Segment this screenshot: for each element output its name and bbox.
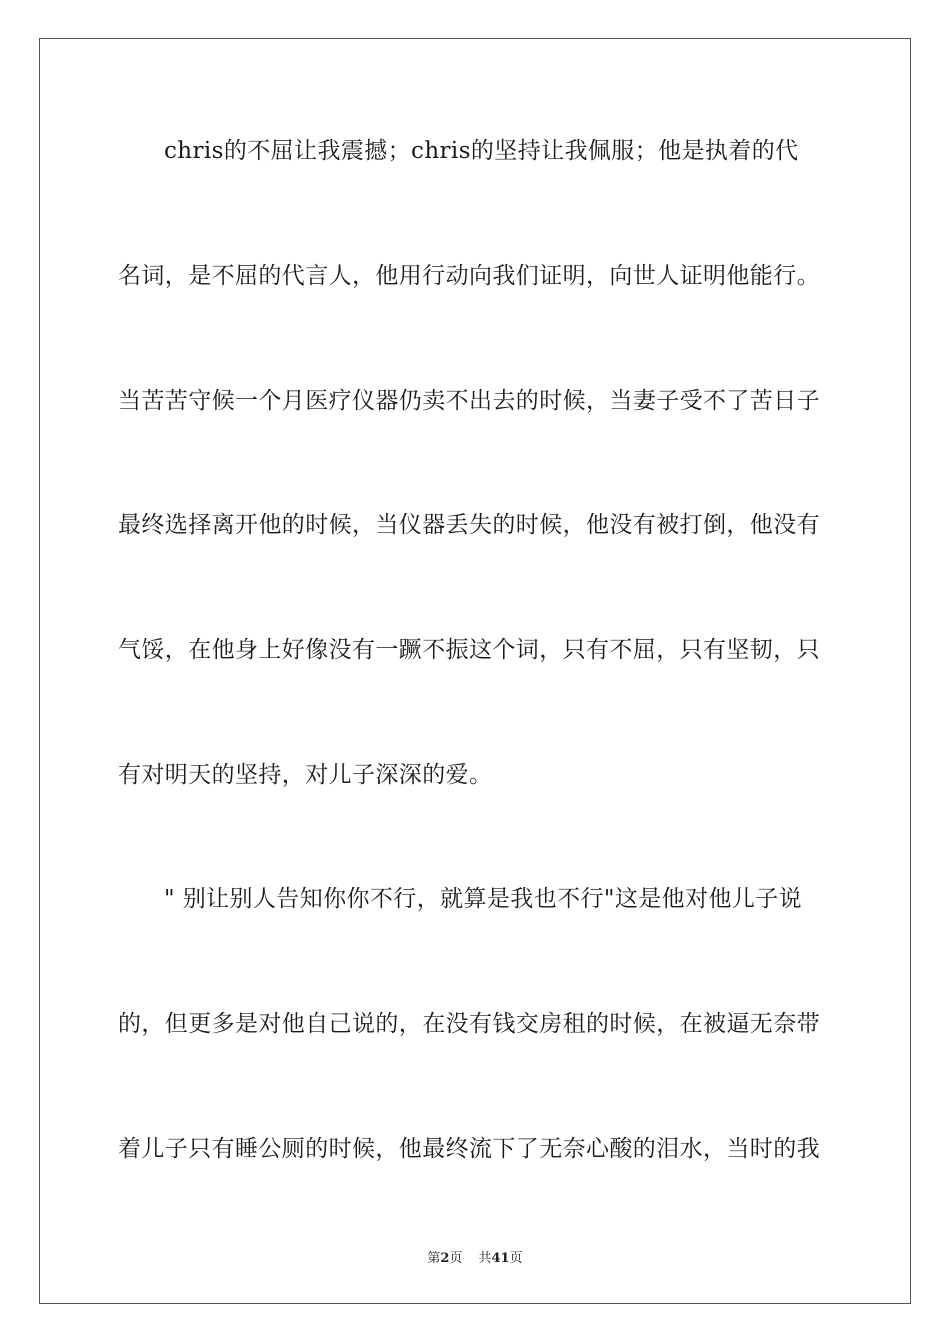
total-pages: 41 bbox=[491, 1251, 510, 1266]
text-line: 最终选择离开他的时候，当仪器丢失的时候，他没有被打倒，他没有 bbox=[118, 512, 820, 538]
page-suffix: 页 bbox=[449, 1251, 463, 1266]
text-line: 当苦苦守候一个月医疗仪器仍卖不出去的时候，当妻子受不了苦日子 bbox=[118, 388, 820, 414]
text-line: 气馁，在他身上好像没有一蹶不振这个词，只有不屈，只有坚韧，只 bbox=[118, 637, 820, 663]
page-prefix: 第 bbox=[427, 1251, 441, 1266]
text-line: 着儿子只有睡公厕的时候，他最终流下了无奈心酸的泪水，当时的我 bbox=[118, 1136, 820, 1162]
total-suffix: 页 bbox=[509, 1251, 523, 1266]
total-prefix: 共 bbox=[478, 1251, 492, 1266]
page-border bbox=[39, 38, 911, 1304]
page-footer bbox=[0, 1247, 950, 1266]
text-line: 名词，是不屈的代言人，他用行动向我们证明，向世人证明他能行。 bbox=[118, 263, 820, 289]
page-number: 2 bbox=[440, 1251, 450, 1266]
text-line: chris的不屈让我震撼；chris的坚持让我佩服；他是执着的代 bbox=[164, 138, 799, 164]
text-line: 有对明天的坚持，对儿子深深的爱。 bbox=[118, 762, 493, 788]
text-line: " 别让别人告知你你不行，就算是我也不行"这是他对他儿子说 bbox=[164, 886, 803, 912]
text-line: 的，但更多是对他自己说的，在没有钱交房租的时候，在被逼无奈带 bbox=[118, 1011, 820, 1037]
